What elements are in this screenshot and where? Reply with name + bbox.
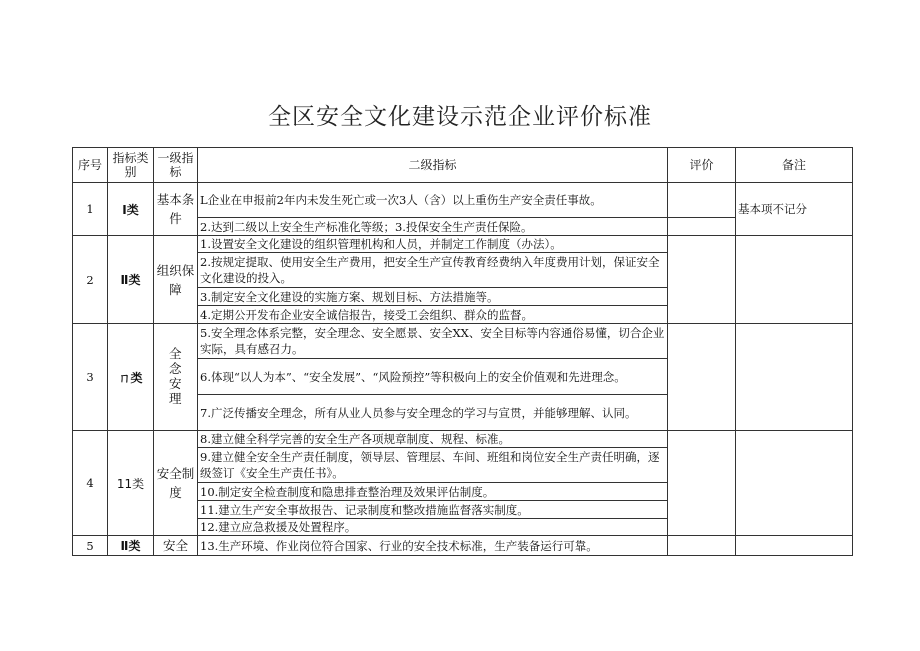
seq-cell: 4: [73, 431, 108, 536]
level2-item: 2.按规定提取、使用安全生产费用，把安全生产宣传教育经费纳入年度费用计划，保证安全文化建设的投入。: [198, 253, 668, 288]
remark-cell: 基本项不记分: [736, 183, 853, 236]
category-cell: Ⅱ类: [108, 236, 154, 324]
level2-item: 13.生产环境、作业岗位符合国家、行业的安全技术标准，生产装备运行可靠。: [198, 536, 668, 556]
level2-item: 7.广泛传播安全理念，所有从业人员参与安全理念的学习与宣贯，并能够理解、认同。: [198, 395, 668, 431]
table-row: [73, 536, 853, 556]
level1-cell: 安全制度: [154, 431, 198, 536]
header-level2: 二级指标: [198, 148, 668, 183]
seq-cell: 5: [73, 536, 108, 556]
level2-item: 4.定期公开发布企业安全诚信报告，接受工会组织、群众的监督。: [198, 306, 668, 324]
category-cell: Ⅰ类: [108, 183, 154, 236]
level1-cell: 全念安理: [154, 324, 198, 431]
evaluation-cell: [668, 324, 736, 431]
evaluation-cell: [668, 431, 736, 536]
level2-item: 8.建立健全科学完善的安全生产各项规章制度、规程、标准。: [198, 431, 668, 448]
table-row: [73, 183, 853, 218]
evaluation-cell: [668, 536, 736, 556]
level1-cell: 组织保障: [154, 236, 198, 324]
level1-cell: 基本条件: [154, 183, 198, 236]
seq-cell: 1: [73, 183, 108, 236]
level2-item: 10.制定安全检查制度和隐患排查整治理及效果评估制度。: [198, 483, 668, 501]
remark-cell: [736, 236, 853, 324]
seq-cell: 2: [73, 236, 108, 324]
table-header-row: [73, 148, 853, 183]
table-row: [73, 236, 853, 253]
level2-item: 9.建立健全安全生产责任制度，领导层、管理层、车间、班组和岗位安全生产责任明确，逐级签订《安全生产责任书》。: [198, 448, 668, 483]
header-level1: 一级指标: [154, 148, 198, 183]
level1-cell: 安全: [154, 536, 198, 556]
seq-cell: 3: [73, 324, 108, 431]
level2-item: 1.设置安全文化建设的组织管理机构和人员，并制定工作制度（办法）。: [198, 236, 668, 253]
category-cell: ㄇ类: [108, 324, 154, 431]
table-row: [73, 431, 853, 448]
evaluation-cell: [668, 218, 736, 236]
category-cell: Ⅱ类: [108, 536, 154, 556]
level2-item: 12.建立应急救援及处置程序。: [198, 519, 668, 536]
remark-cell: [736, 431, 853, 536]
category-cell: 11类: [108, 431, 154, 536]
remark-cell: [736, 536, 853, 556]
level2-item: 6.体现“以人为本”、“安全发展”、“风险预控”等积极向上的安全价值观和先进理念。: [198, 359, 668, 395]
level2-item: 11.建立生产安全事故报告、记录制度和整改措施监督落实制度。: [198, 501, 668, 519]
level2-item: 5.安全理念体系完整，安全理念、安全愿景、安全XX、安全目标等内容通俗易懂，切合企业实际，具有感召力。: [198, 324, 668, 359]
header-evaluation: 评价: [668, 148, 736, 183]
evaluation-cell: [668, 183, 736, 218]
remark-cell: [736, 324, 853, 431]
level2-item: L企业在申报前2年内未发生死亡或一次3人（含）以上重伤生产安全责任事故。: [198, 183, 668, 218]
evaluation-cell: [668, 236, 736, 324]
header-category: 指标类别: [108, 148, 154, 183]
evaluation-table: [72, 147, 853, 556]
header-seq: 序号: [73, 148, 108, 183]
header-remark: 备注: [736, 148, 853, 183]
table-row: [73, 324, 853, 359]
document-title: 全区安全文化建设示范企业评价标准: [268, 104, 652, 130]
level2-item: 2.达到二级以上安全生产标准化等级；3.投保安全生产责任保险。: [198, 218, 668, 236]
level2-item: 3.制定安全文化建设的实施方案、规划目标、方法措施等。: [198, 288, 668, 306]
